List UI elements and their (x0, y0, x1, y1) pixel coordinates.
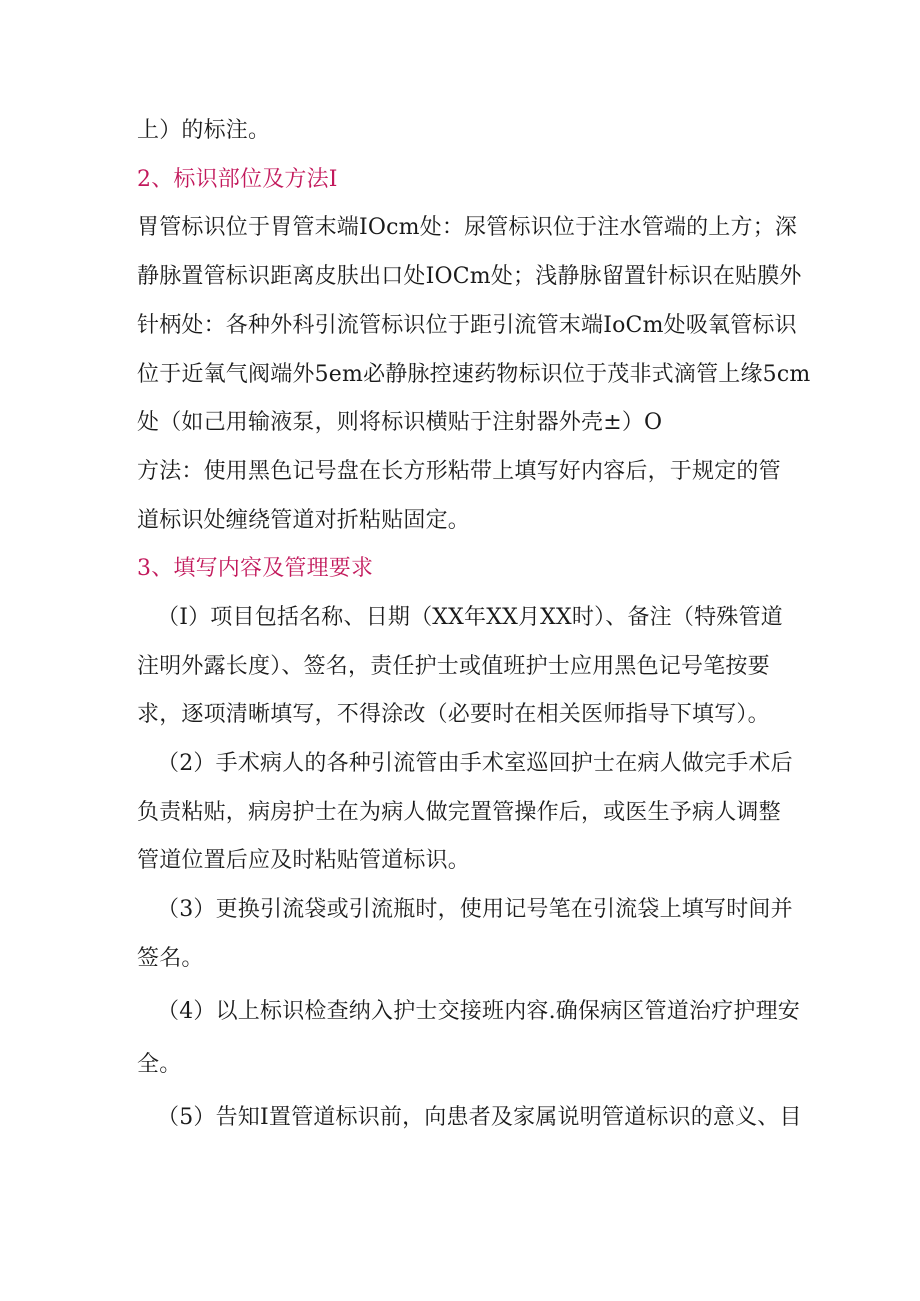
text-line: 处（如己用输液泵，则将标识横贴于注射器外壳±）O (137, 410, 663, 435)
text-line: 全。 (137, 1052, 182, 1077)
text-line: 签名。 (137, 946, 204, 971)
text-line: 针柄处：各种外科引流管标识位于距引流管末端IoCm处吸氧管标识 (137, 313, 797, 338)
section-heading: 2、标识部位及方法I (137, 167, 338, 192)
text-line: 上）的标注。 (137, 118, 271, 143)
text-line: 静脉置管标识距离皮肤出口处IOCm处；浅静脉留置针标识在贴膜外 (137, 264, 802, 289)
text-line: （5）告知I置管道标识前，向患者及家属说明管道标识的意义、目 (157, 1105, 802, 1130)
text-line: （2）手术病人的各种引流管由手术室巡回护士在病人做完手术后 (157, 751, 793, 776)
section-heading: 3、填写内容及管理要求 (137, 556, 374, 581)
text-line: 方法：使用黑色记号盘在长方形粘带上填写好内容后，于规定的管 (137, 459, 781, 484)
text-line: 胃管标识位于胃管末端IOcm处：尿管标识位于注水管端的上方；深 (137, 215, 798, 240)
text-line: 负责粘贴，病房护士在为病人做完置管操作后，或医生予病人调整 (137, 800, 781, 825)
text-line: 道标识处缠绕管道对折粘贴固定。 (137, 508, 471, 533)
text-line: （3）更换引流袋或引流瓶时，使用记号笔在引流袋上填写时间并 (157, 897, 793, 922)
text-line: （4）以上标识检查纳入护士交接班内容.确保病区管道治疗护理安 (157, 999, 800, 1024)
text-line: 位于近氧气阀端外5em必静脉控速药物标识位于茂非式滴管上缘5cm (137, 362, 811, 387)
text-line: 注明外露长度）、签名，责任护士或值班护士应用黑色记号笔按要 (137, 654, 770, 679)
text-line: 求，逐项清晰填写，不得涂改（必要时在相关医师指导下填写）。 (137, 702, 770, 727)
text-line: （I）项目包括名称、日期（XX年XX月XX时）、备注（特殊管道 (157, 605, 783, 630)
text-line: 管道位置后应及时粘贴管道标识。 (137, 848, 471, 873)
